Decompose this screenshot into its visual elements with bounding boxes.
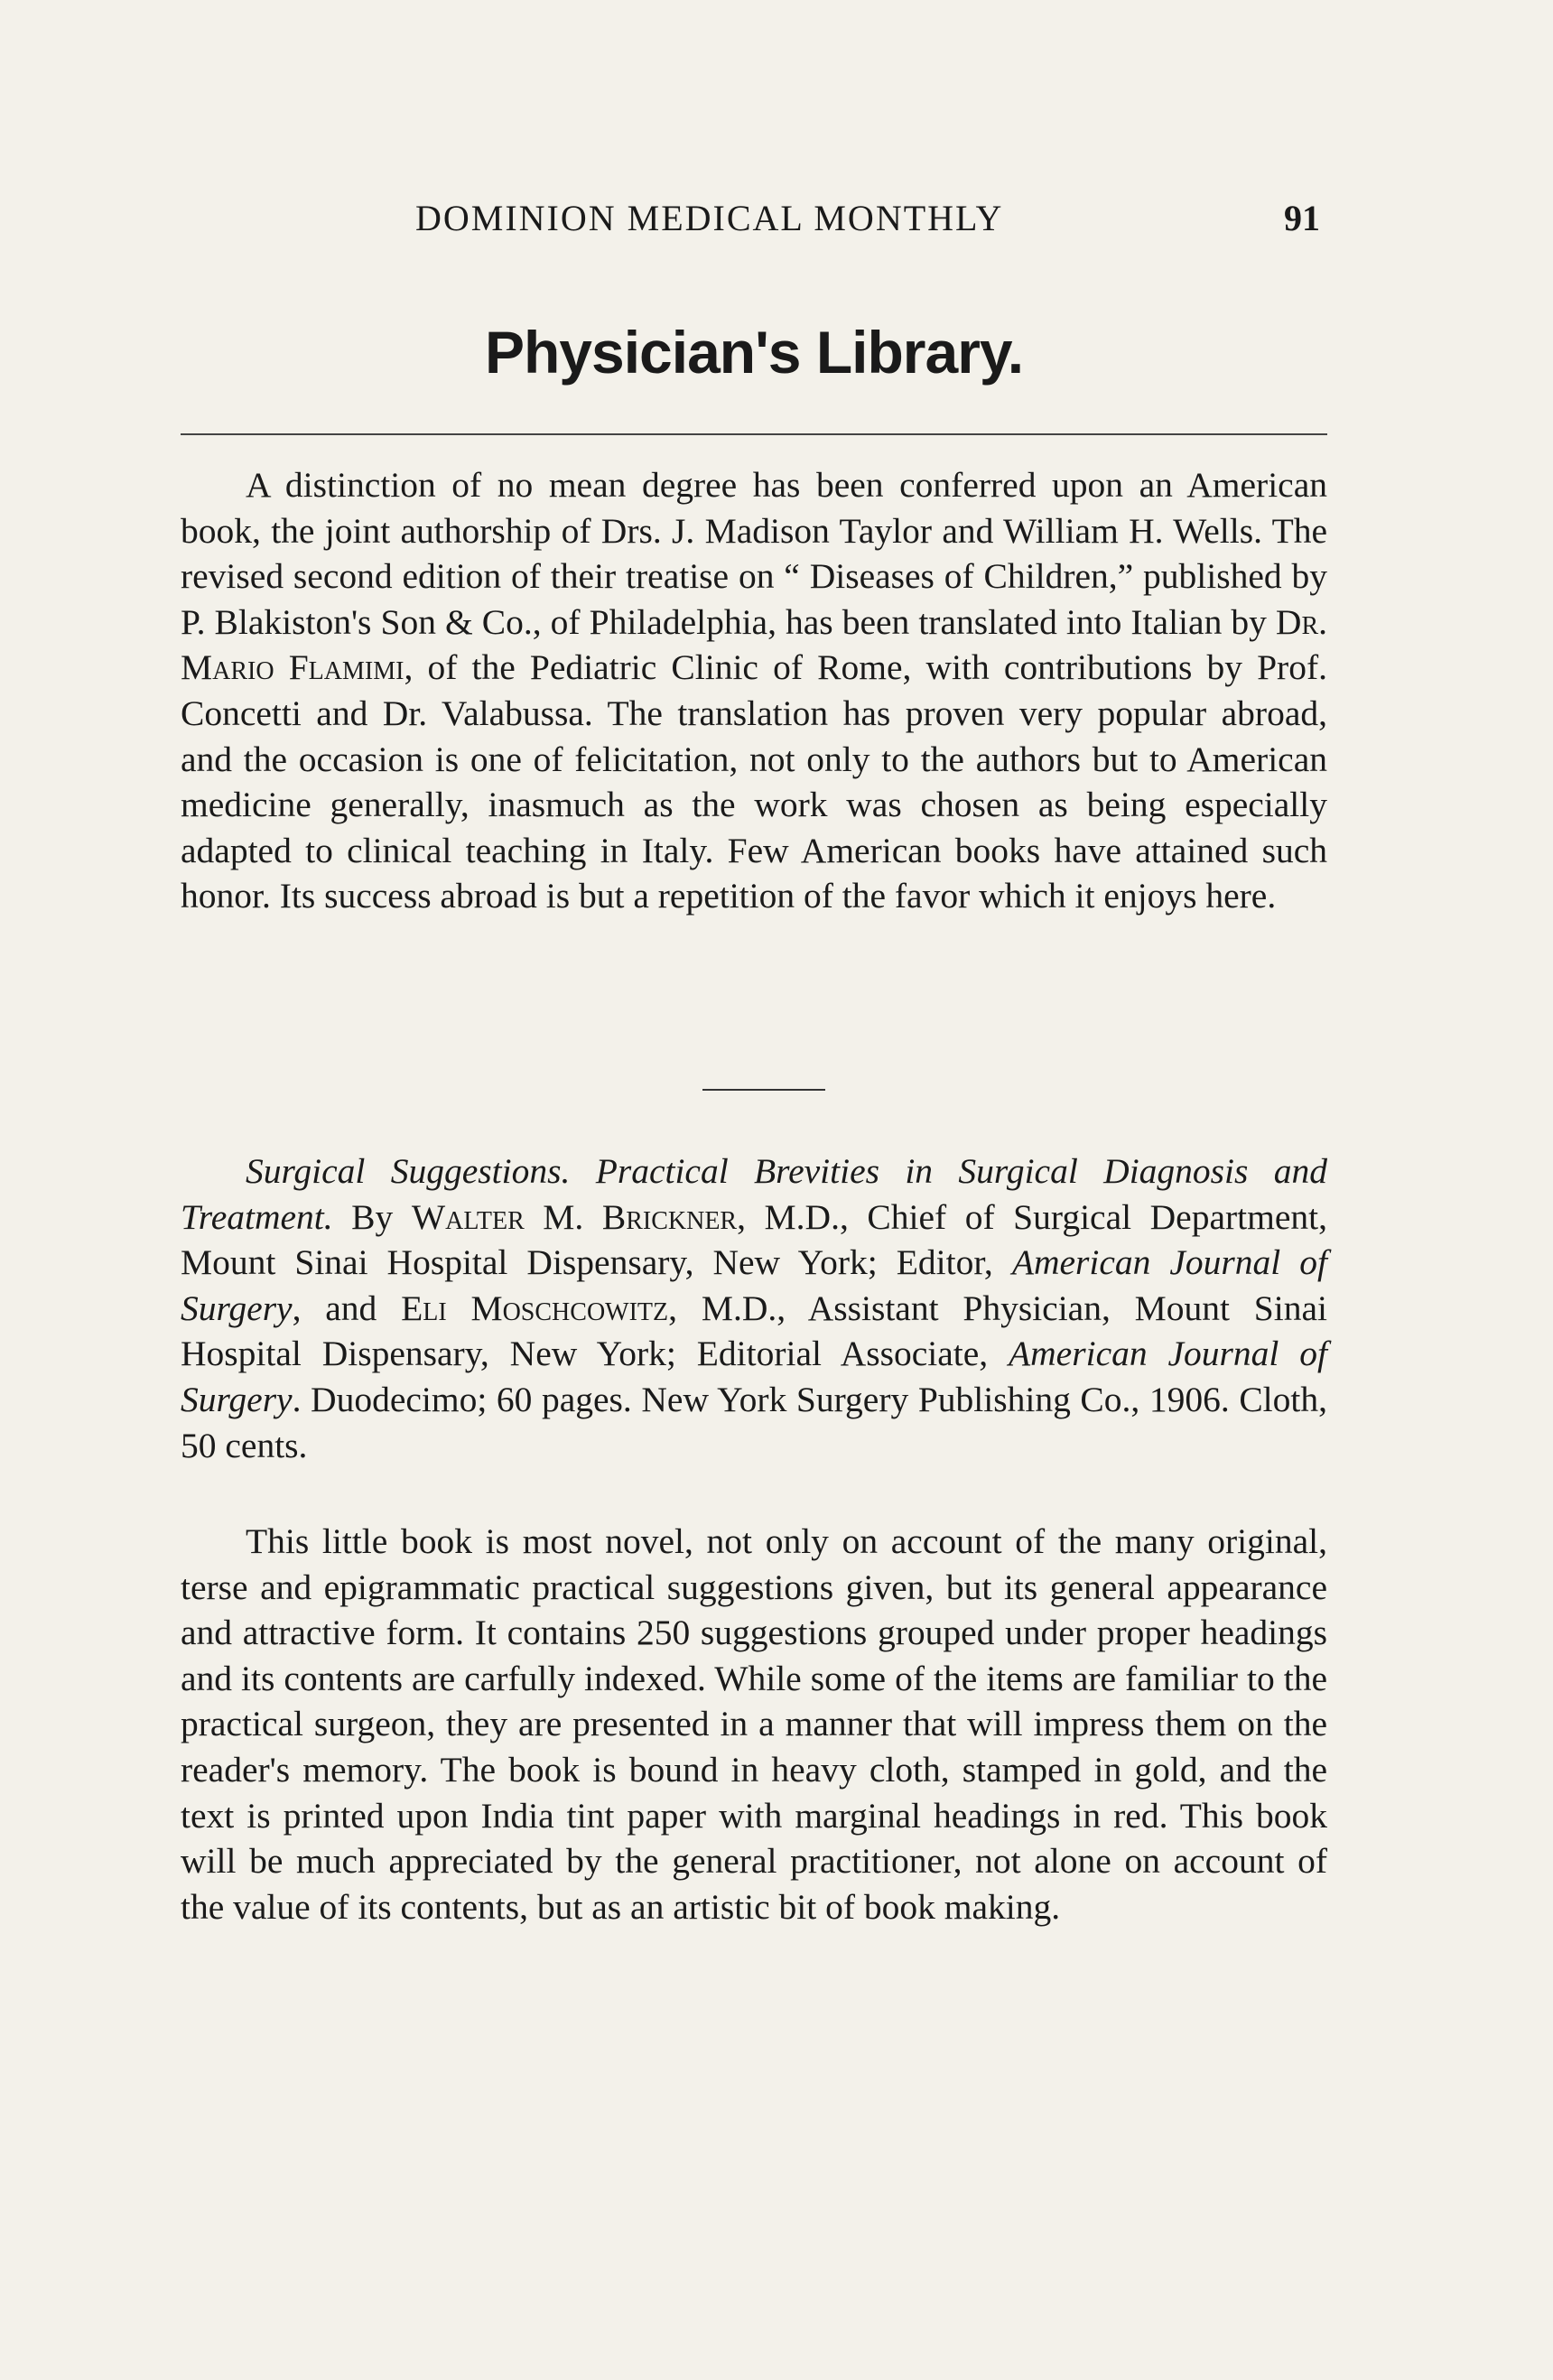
citation-by: By [332, 1196, 412, 1237]
section-divider [702, 1089, 825, 1091]
book-title: Surgical Suggestions. Practical Brevities in Surgical Diagnosis and Treatment. [181, 1151, 1327, 1237]
review-paragraph-surgical-suggestions: This little book is most novel, not only on account of the many original, terse and epigrammatic practical suggestions given, but its general appearance and attractive form. It contains 250 suggestions grouped under proper headings and its contents are carfully indexed. While some of the items are familiar to the practical surgeon, they are presented in a manner that will impress them on the reader's memory. The book is bound in heavy cloth, stamped in gold, and the text is printed upon India tint paper with marginal headings in red. This book will be much appreciated by the general practitioner, not alone on account of the value of its contents, but as an artistic bit of book making. [181, 1521, 1327, 1927]
review1-text-a: A distinction of no mean degree has been conferred upon an American book, the joint authorship of Drs. J. Madison Taylor and William H. Wells. The revised second edition of their treatise on “ Diseases of Children,” published by P. Blakiston's Son & Co., of Philadelphia, has been translated into Italian by [181, 465, 1327, 642]
journal-name: American Journal of Surgery [181, 1334, 1327, 1419]
running-head [181, 197, 1327, 242]
author-role: , M.D., Assistant Physician, Mount Sinai Hospital Dispensary, New York; Editorial Associate, [181, 1288, 1327, 1374]
section-title: Physician's Library. [484, 319, 1024, 386]
author-name: Eli Moschcowitz [401, 1288, 669, 1328]
title-rule [181, 433, 1327, 435]
review-paragraph-diseases-of-children [181, 462, 1327, 919]
journal-name: American Journal of Surgery [181, 1242, 1327, 1328]
journal-title: DOMINION MEDICAL MONTHLY [415, 198, 1004, 238]
page-number: 91 [1284, 198, 1320, 238]
author-role: , M.D., Chief of Surgical Department, Mount Sinai Hospital Dispensary, New York; Editor, [181, 1196, 1327, 1283]
citation-and: , and [292, 1288, 402, 1328]
translator-name: Dr. Mario Flamimi [181, 601, 1327, 688]
book-citation [181, 1148, 1327, 1468]
publication-details: . Duodecimo; 60 pages. New York Surgery Publishing Co., 1906. Cloth, 50 cents. [181, 1379, 1327, 1465]
review1-text-b: , of the Pediatric Clinic of Rome, with contributions by Prof. Concetti and Dr. Valabussa. The translation has proven very popular abroad, and the occasion is one of felicitation, not only to the authors but to American medicine generally, inasmuch as the work was chosen as being especially adapted to clinical teaching in Italy. Few American books have attained such honor. Its success abroad is but a repetition of the favor which it enjoys here. [181, 647, 1327, 916]
author-name: Walter M. Brickner [411, 1196, 738, 1237]
